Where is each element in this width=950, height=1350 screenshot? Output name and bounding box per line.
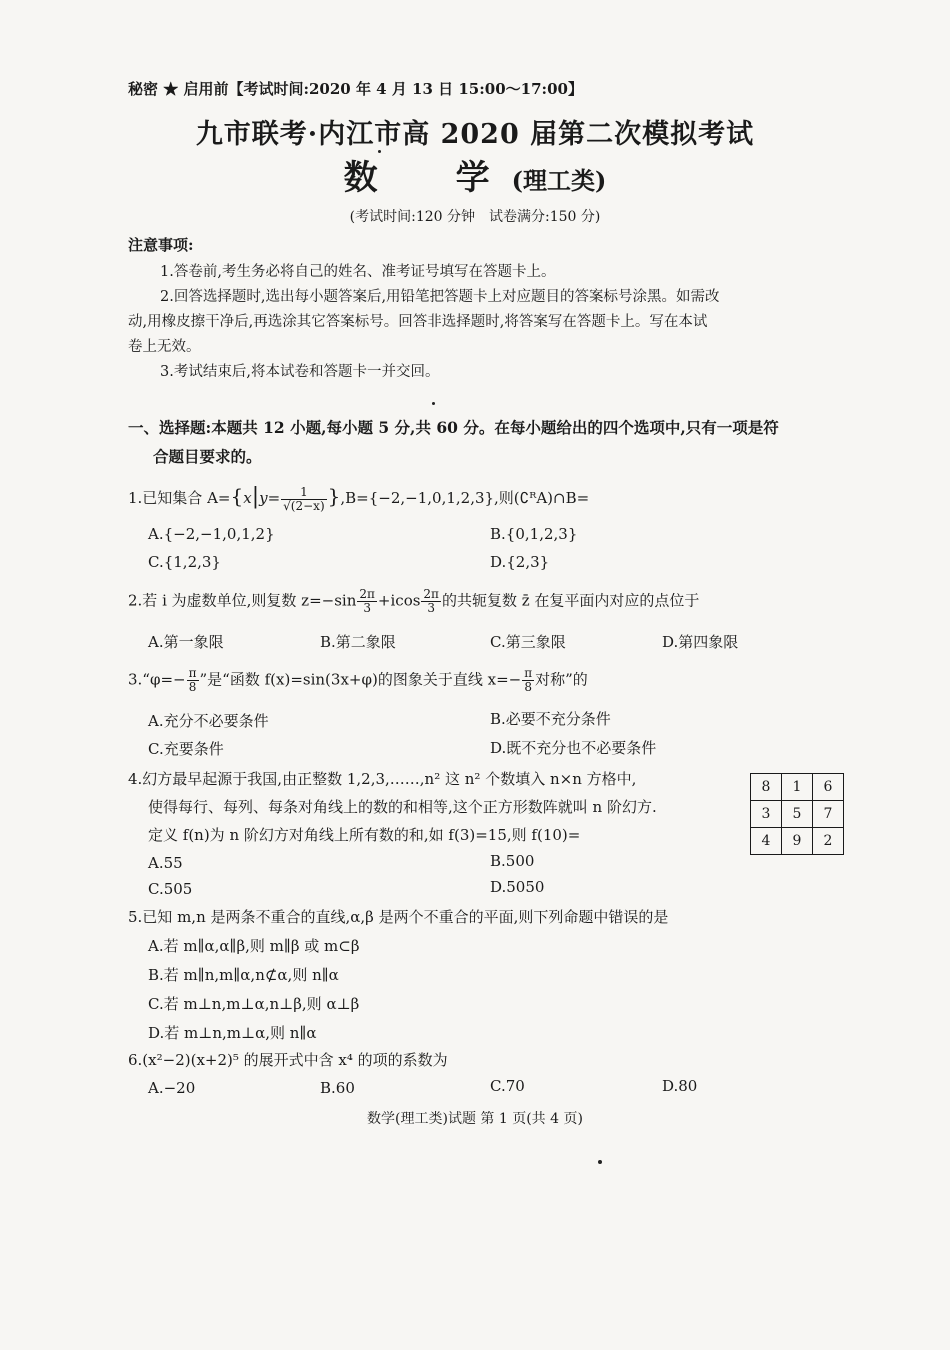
question-4-line: 定义 f(n)为 n 阶幻方对角线上所有数的和,如 f(3)=15,则 f(10)=: [148, 826, 581, 844]
page-footer: 数学(理工类)试题 第 1 页(共 4 页): [367, 1111, 583, 1127]
fraction: $\frac{\pi}{8}$: [524, 666, 533, 694]
note-item: 2.回答选择题时,选出每小题答案后,用铅笔把答题卡上对应题目的答案标号涂黑。如需改: [160, 289, 720, 305]
scan-speck: [598, 1160, 602, 1164]
question-4-option-a[interactable]: A.55: [148, 854, 183, 872]
note-item: 动,用橡皮擦干净后,再选涂其它答案标号。回答非选择题时,将答案写在答题卡上。写在本试: [128, 314, 708, 330]
magic-square-row: [751, 774, 844, 801]
fraction: $\frac{\pi}{8}$: [188, 666, 197, 694]
scan-speck: [432, 402, 435, 405]
question-4-line: 使得每行、每列、每条对角线上的数的和相等,这个正方形数阵就叫 n 阶幻方.: [148, 798, 657, 816]
question-3-option-b[interactable]: B.必要不充分条件: [490, 710, 611, 728]
magic-square-cell: 6: [813, 774, 844, 801]
fraction: $\frac{2\pi}{3}$: [359, 587, 375, 615]
magic-square-cell: 9: [782, 828, 813, 855]
question-6-option-c[interactable]: C.70: [490, 1077, 525, 1095]
question-1-option-d[interactable]: D.{2,3}: [490, 553, 550, 571]
section-title-cont: 合题目要求的。: [153, 447, 262, 466]
question-1-option-a[interactable]: A.{−2,−1,0,1,2}: [148, 525, 275, 543]
question-5-option-b[interactable]: B.若 m∥n,m∥α,n⊄α,则 n∥α: [148, 966, 339, 984]
fraction: $\frac{1}{√(2-x)}$: [283, 484, 325, 513]
question-4-option-b[interactable]: B.500: [490, 852, 535, 870]
magic-square-cell: 3: [751, 801, 782, 828]
subject-type: (理工类): [511, 166, 607, 195]
magic-square-cell: 5: [782, 801, 813, 828]
section-title: 一、选择题:本题共 12 小题,每小题 5 分,共 60 分。在每小题给出的四个选项中,只有一项是符: [128, 418, 779, 437]
question-2-stem: 2.若 i 为虚数单位,则复数 z=−sin $\frac{2\pi}{3}$ +icos $\frac{2\pi}{3}$ 的共轭复数 z̄ 在复平面内对应的点位于: [128, 587, 700, 615]
subject-name: 数 学: [343, 158, 512, 198]
exam-info: (考试时间:120 分钟 试卷满分:150 分): [349, 209, 601, 225]
magic-square-cell: 1: [782, 774, 813, 801]
question-2-option-b[interactable]: B.第二象限: [320, 633, 396, 651]
scan-speck: [378, 150, 381, 153]
note-item: 3.考试结束后,将本试卷和答题卡一并交回。: [160, 364, 440, 380]
magic-square-cell: 2: [813, 828, 844, 855]
question-3-option-c[interactable]: C.充要条件: [148, 740, 224, 758]
question-3-stem: 3.“φ=− $\frac{\pi}{8}$ ”是“函数 f(x)=sin(3x+φ)的图象关于直线 x=− $\frac{\pi}{8}$ 对称”的: [128, 666, 588, 694]
question-1-option-c[interactable]: C.{1,2,3}: [148, 553, 221, 571]
note-item: 1.答卷前,考生务必将自己的姓名、准考证号填写在答题卡上。: [160, 264, 556, 280]
notes-title: 注意事项:: [128, 236, 194, 254]
fraction: $\frac{2\pi}{3}$: [423, 587, 439, 615]
question-6-option-d[interactable]: D.80: [662, 1077, 698, 1095]
question-5-stem: 5.已知 m,n 是两条不重合的直线,α,β 是两个不重合的平面,则下列命题中错误的是: [128, 908, 669, 926]
question-5-option-a[interactable]: A.若 m∥α,α∥β,则 m∥β 或 m⊂β: [148, 937, 360, 955]
question-5-option-d[interactable]: D.若 m⊥n,m⊥α,则 n∥α: [148, 1024, 317, 1042]
question-4-line: 4.幻方最早起源于我国,由正整数 1,2,3,……,n² 这 n² 个数填入 n×n 方格中,: [128, 770, 637, 788]
question-4-option-c[interactable]: C.505: [148, 880, 193, 898]
magic-square-cell: 7: [813, 801, 844, 828]
confidential-header: 秘密 ★ 启用前【考试时间:2020 年 4 月 13 日 15:00～17:00】: [128, 80, 583, 98]
question-3-option-d[interactable]: D.既不充分也不必要条件: [490, 739, 657, 757]
magic-square-row: [751, 801, 844, 828]
magic-square-row: [751, 828, 844, 855]
question-2-option-d[interactable]: D.第四象限: [662, 633, 739, 651]
question-1-option-b[interactable]: B.{0,1,2,3}: [490, 525, 578, 543]
question-5-option-c[interactable]: C.若 m⊥n,m⊥α,n⊥β,则 α⊥β: [148, 995, 360, 1013]
note-item: 卷上无效。: [128, 339, 201, 355]
question-1-stem: 1.已知集合 A={x|y= $\frac{1}{√(2-x)}$ },B={−2,−1,0,1,2,3},则(∁ᴿA)∩B=: [128, 484, 590, 513]
question-3-option-a[interactable]: A.充分不必要条件: [148, 712, 269, 730]
magic-square-cell: 4: [751, 828, 782, 855]
question-2-option-c[interactable]: C.第三象限: [490, 633, 566, 651]
question-6-option-a[interactable]: A.−20: [148, 1079, 196, 1097]
subject-title: [0, 150, 950, 199]
exam-title: 九市联考·内江市高 2020 届第二次模拟考试: [195, 119, 755, 150]
question-6-stem: 6.(x²−2)(x+2)⁵ 的展开式中含 x⁴ 的项的系数为: [128, 1051, 448, 1069]
question-2-option-a[interactable]: A.第一象限: [148, 633, 224, 651]
question-4-option-d[interactable]: D.5050: [490, 878, 545, 896]
question-6-option-b[interactable]: B.60: [320, 1079, 355, 1097]
magic-square-cell: 8: [751, 774, 782, 801]
magic-square: [750, 773, 844, 855]
